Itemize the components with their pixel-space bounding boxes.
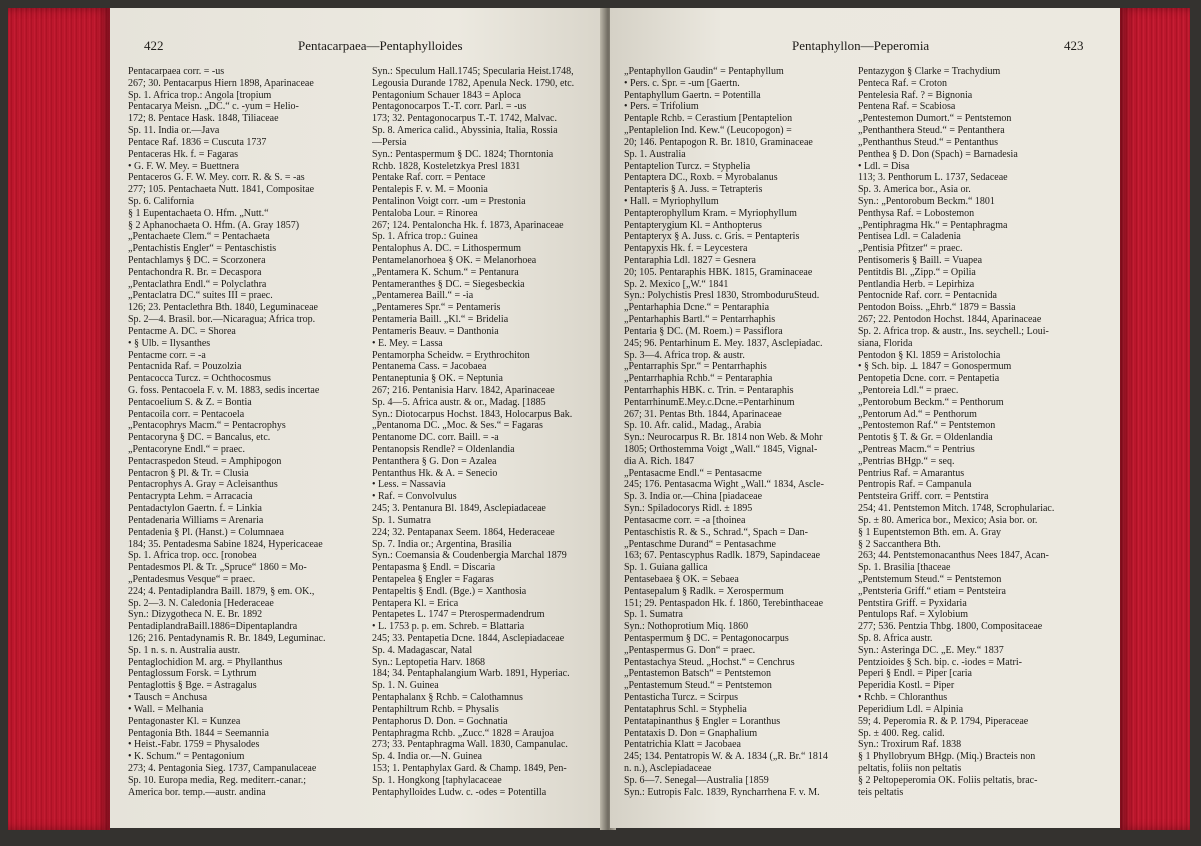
entry-line: 245; 3. Pentanura Bl. 1849, Asclepiadaceae [372, 503, 546, 515]
entry-line: Penthysa Raf. = Lobostemon [858, 207, 975, 219]
entry-line: „Pentrias BHgp.“ = seq. [858, 455, 955, 467]
page-edge-left [8, 8, 110, 830]
entry-line: Pentaple Rchb. = Cerastium [Pentaptelion [624, 113, 793, 125]
entry-line: Pentarrhaphis HBK. c. Trin. = Pentaraphis [624, 384, 794, 396]
entry-line: 163; 67. Pentascyphus Radlk. 1879, Sapindaceae [624, 550, 821, 562]
entry-line: „Pentostemon Raf.“ = Pentstemon [858, 420, 996, 432]
entry-line: „Pentaphyllon Gaudin“ = Pentaphyllum [624, 66, 784, 77]
entry-line: „Pentaplelion Ind. Kew.“ (Leucopogon) = [624, 125, 792, 137]
entry-line: America bor. temp.—austr. andina [128, 786, 266, 798]
entry-line: Pentachlamys § DC. = Scorzonera [128, 255, 266, 266]
entry-line: Sp. 1. N. Guinea [372, 680, 439, 692]
text-column [372, 66, 604, 798]
entry-line: § 2 Peltopeperomia OK. Foliis peltatis, brac- [858, 774, 1038, 786]
entry-line: Syn.: Eutropis Falc. 1839, Ryncharrhena F. v. M. [624, 786, 820, 798]
entry-line: Pentacarpaea corr. = -us [128, 66, 225, 77]
entry-line: Penteca Raf. = Croton [858, 77, 947, 89]
entry-line: Syn.: Polychistis Presl 1830, StromboduruSteud. [624, 290, 820, 302]
entry-line: Sp. 4—5. Africa austr. & or., Madag. [1885 [372, 396, 546, 408]
entry-line: Pentropis Raf. = Campanula [858, 479, 972, 491]
running-title: Pentacarpaea—Pentaphylloides [298, 38, 463, 53]
entry-line: Syn.: Leptopetia Harv. 1868 [372, 656, 485, 668]
entry-line: „Pentacoryne Endl.“ = praec. [128, 444, 245, 455]
entry-line: „Pentaschme Durand“ = Pentasachme [624, 538, 776, 550]
entry-line: Pentaphragma Rchb. „Zucc.“ 1828 = Araujoa [372, 727, 554, 739]
entry-line: „Pentoreia Ldl.“ = praec. [858, 384, 959, 396]
entry-line: Sp. 6—7. Senegal—Australia [1859 [624, 774, 769, 786]
entry-line: Pentacme corr. = -a [128, 349, 206, 361]
entry-line: Pentrius Raf. = Amarantus [858, 467, 965, 479]
entry-line: „Pentaspermus G. Don“ = praec. [624, 644, 756, 656]
entry-line: Pentasebaea § OK. = Sebaea [624, 573, 739, 585]
entry-line: Pentacraspedon Steud. = Amphipogon [128, 455, 282, 467]
entry-line: 1805; Orthostemma Voigt „Wall.“ 1845, Vignal- [624, 444, 818, 455]
text-column [128, 66, 370, 798]
entry-line: Pentaschistis R. & S., Schrad.“, Spach = Dan- [624, 526, 808, 538]
entry-line: Syn.: Nothoprotium Miq. 1860 [624, 621, 749, 633]
entry-line: 254; 41. Pentstemon Mitch. 1748, Scrophulariac. [858, 503, 1055, 515]
entry-line: 273; 33. Pentaphragma Wall. 1830, Campanulac. [372, 739, 568, 751]
entry-line: Pentaphiltrum Rchb. = Physalis [372, 703, 499, 715]
entry-line: Pentaceros G. F. W. Mey. corr. R. & S. = -as [128, 172, 305, 184]
entry-line: Syn.: Troxirum Raf. 1838 [858, 739, 962, 751]
entry-line: Sp. 2. Africa trop. & austr., Ins. seychell.; Loui- [858, 325, 1049, 337]
entry-line: Pentapteryx § A. Juss. c. Gris. = Pentapteris [624, 231, 800, 243]
entry-line: Pentadenia § Pl. (Hanst.) = Columnaea [128, 526, 284, 538]
entry-line: Pentapetes L. 1747 = Pterospermadendrum [372, 609, 545, 621]
entry-line: Pentataxis D. Don = Gnaphalium [624, 727, 758, 739]
entry-line: • G. F. W. Mey. = Buettnera [128, 160, 240, 172]
entry-line: 267; 22. Pentodon Hochst. 1844, Aparinaceae [858, 314, 1042, 326]
entry-line: Sp. 1. Africa trop.: Angola [tropium [128, 89, 272, 101]
entry-line: Pentodon § Kl. 1859 = Aristolochia [858, 349, 1001, 361]
entry-line: • Rchb. = Chloranthus [858, 692, 948, 704]
entry-line: „Penthanthus Steud.“ = Pentanthus [858, 136, 999, 148]
entry-line: „Pentarraphis Spr.“ = Pentarrhaphis [624, 361, 767, 373]
entry-line: Sp. 1. Africa trop.: Guinea [372, 231, 478, 243]
entry-line: Sp. 1 n. s. n. Australia austr. [128, 644, 240, 656]
entry-line: Pentapeltis § Endl. (Bge.) = Xanthosia [372, 585, 527, 597]
entry-line: § 1 Phyllobryum BHgp. (Miq.) Bracteis non [858, 751, 1036, 763]
entry-line: „Pentarrhaphia Rchb.“ = Pentaraphia [624, 373, 773, 385]
entry-line: 245; 96. Pentarhinum E. Mey. 1837, Asclepiadac. [624, 337, 823, 349]
entry-line: • § Sch. bip. ⊥ 1847 = Gonospermum [858, 361, 1012, 373]
entry-line: Pentapterophyllum Kram. = Myriophyllum [624, 207, 797, 219]
entry-line: „Pentarhaphis Bartl.“ = Pentarrhaphis [624, 314, 776, 326]
entry-line: 224; 4. Pentadiplandra Baill. 1879, § em. OK., [128, 585, 315, 597]
entry-line: Pentapelea § Engler = Fagaras [372, 573, 494, 585]
entry-line: Pentake Raf. corr. = Pentace [372, 172, 486, 184]
entry-line: Pentlandia Herb. = Lepirhiza [858, 278, 975, 290]
entry-line: Sp. 1. Sumatra [624, 609, 683, 621]
entry-line: Sp. 8. Africa austr. [858, 633, 933, 644]
entry-line: „Pentamera K. Schum.“ = Pentanura [372, 266, 519, 278]
entry-line: „Pentreas Macm.“ = Pentrius [858, 444, 975, 455]
page-edge-right [1120, 8, 1190, 830]
entry-line: Syn.: Neurocarpus R. Br. 1814 non Web. & Mohr [624, 432, 823, 444]
entry-line: Pentaneptunia § OK. = Neptunia [372, 373, 503, 385]
entry-line: „Pentaclathra Endl.“ = Polyclathra [128, 278, 267, 290]
entry-line: Syn.: Coemansia & Coudenbergia Marchal 1879 [372, 550, 567, 562]
entry-line: „Pentorobum Beckm.“ = Penthorum [858, 396, 1004, 408]
entry-line: n. n.), Asclepiadaceae [624, 762, 712, 774]
entry-line: Sp. 11. India or.—Java [128, 125, 220, 137]
entry-line: • Pers. c. Spr. = -um [Gaertn. [624, 77, 740, 89]
entry-line: 173; 32. Pentagonocarpus T.-T. 1742, Malvac. [372, 113, 557, 125]
entry-line: 267; 30. Pentacarpus Hiern 1898, Aparinaceae [128, 77, 314, 89]
entry-line: Pentataphrus Schl. = Styphelia [624, 703, 747, 715]
entry-line: Pentace Raf. 1836 = Cuscuta 1737 [128, 136, 267, 148]
entry-line: Pentagonia Bth. 1844 = Seemannia [128, 727, 269, 739]
entry-line: Pentanema Cass. = Jacobaea [372, 361, 487, 373]
entry-line: • K. Schum.“ = Pentagonium [128, 751, 245, 763]
entry-line: 245; 134. Pentatropis W. & A. 1834 („R. Br.“ 1814 [624, 751, 828, 763]
entry-line: Pentaglochidion M. arg. = Phyllanthus [128, 656, 283, 668]
page-number: 422 [144, 38, 164, 53]
entry-line: • Pers. = Trifolium [624, 101, 699, 113]
entry-line: „Pentisia Pfitzer“ = praec. [858, 243, 963, 255]
entry-line: Pentacme A. DC. = Shorea [128, 325, 236, 337]
entry-line: „Pentacophrys Macm.“ = Pentacrophys [128, 420, 286, 432]
entry-line: Pentodon Boiss. „Ehrb.“ 1879 = Bassia [858, 302, 1016, 314]
entry-line: Pentasacme corr. = -a [thoinea [624, 514, 746, 526]
entry-line: Pentaphyllum Gaertn. = Potentilla [624, 89, 761, 101]
entry-line: „Pentastemum Steud.“ = Pentstemon [624, 680, 772, 692]
entry-line: Pentachondra R. Br. = Decaspora [128, 266, 262, 278]
entry-line: Pentaria § DC. (M. Roem.) = Passiflora [624, 325, 783, 337]
entry-line: Syn.: Dizygotheca N. E. Br. 1892 [128, 609, 263, 621]
entry-line: Syn.: Spiladocorys Ridl. ± 1895 [624, 503, 753, 515]
entry-line: 20; 105. Pentaraphis HBK. 1815, Graminaceae [624, 266, 813, 278]
entry-line: § 2 Saccanthera Bth. [858, 538, 941, 550]
entry-line: Pentisea Ldl. = Caladenia [858, 231, 961, 243]
entry-line: Pentazygon § Clarke = Trachydium [858, 66, 1001, 77]
entry-line: Pentaglottis § Bge. = Astragalus [128, 680, 257, 692]
entry-line: 245; 176. Pentasacma Wight „Wall.“ 1834, Ascle- [624, 479, 824, 491]
entry-line: „Penthanthera Steud.“ = Pentanthera [858, 125, 1005, 137]
entry-line: Sp. 3. India or.—China [piadaceae [624, 491, 763, 503]
entry-line: „Pentameres Spr.“ = Pentameris [372, 302, 501, 314]
entry-line: Pentamorpha Scheidw. = Erythrochiton [372, 349, 530, 361]
entry-line: § 1 Eupentstemon Bth. em. A. Gray [858, 526, 1002, 538]
entry-line: Pentacrophys A. Gray = Acleisanthus [128, 479, 278, 491]
entry-line: Pentacrypta Lehm. = Arracacia [128, 491, 253, 503]
entry-line: Sp. 4. Madagascar, Natal [372, 644, 473, 656]
entry-line: Sp. ± 400. Reg. calid. [858, 727, 945, 739]
entry-line: Pentasepalum § Radlk. = Xerospermum [624, 585, 784, 597]
entry-line: • Wall. = Melhania [128, 703, 204, 715]
entry-line: Pentanopsis Rendle? = Oldenlandia [372, 444, 515, 455]
entry-line: Sp. 2. Mexico [„W.“ 1841 [624, 278, 729, 290]
entry-line: Pentadenaria Williams = Arenaria [128, 514, 264, 526]
entry-line: 184; 35. Pentadesma Sabine 1824, Hypericaceae [128, 538, 323, 550]
entry-line: Pentapera Kl. = Erica [372, 597, 459, 609]
entry-line: Sp. 2—4. Brasil. bor.—Nicaragua; Africa trop. [128, 314, 316, 326]
entry-line: Sp. 10. Afr. calid., Madag., Arabia [624, 420, 762, 432]
entry-line: Pentapyxis Hk. f. = Leycestera [624, 243, 748, 255]
entry-line: • L. 1753 p. p. em. Schreb. = Blattaria [372, 621, 525, 633]
entry-line: „Pentachaete Clem.“ = Pentachaeta [128, 231, 270, 243]
entry-line: Pentasticha Turcz. = Scirpus [624, 692, 738, 704]
entry-line: Peperi § Endl. = Piper [caria [858, 668, 972, 680]
entry-line: 245; 33. Pentapetia Dcne. 1844, Asclepiadaceae [372, 633, 565, 644]
entry-line: Pentstira Griff. = Pyxidaria [858, 597, 967, 609]
entry-line: Sp. ± 80. America bor., Mexico; Asia bor. or. [858, 514, 1038, 526]
entry-line: Sp. 4. India or.—N. Guinea [372, 751, 482, 763]
entry-line: Pentameris Beauv. = Danthonia [372, 325, 499, 337]
entry-line: Sp. 10. Europa media, Reg. mediterr.-canar.; [128, 774, 307, 786]
entry-line: Pentalepis F. v. M. = Moonia [372, 184, 488, 196]
entry-line: 172; 8. Pentace Hask. 1848, Tiliaceae [128, 113, 279, 125]
entry-line: Pentatapinanthus § Engler = Loranthus [624, 715, 781, 727]
entry-line: Pentulops Raf. = Xylobium [858, 609, 969, 621]
entry-line: • § Ulb. = Ilysanthes [128, 337, 211, 349]
entry-line: 273; 4. Pentagonia Sieg. 1737, Campanulaceae [128, 762, 317, 774]
entry-line: 153; 1. Pentaphylax Gard. & Champ. 1849, Pen- [372, 762, 567, 774]
right-page [610, 8, 1120, 828]
entry-line: • Tausch = Anchusa [128, 692, 208, 704]
entry-line: Pentastachya Steud. „Hochst.“ = Cenchrus [624, 656, 795, 668]
entry-line: Syn.: Pentaspermum § DC. 1824; Thorntonia [372, 148, 554, 160]
entry-line: • Hall. = Myriophyllum [624, 195, 719, 207]
entry-line: Sp. 1. Hongkong [taphylacaceae [372, 774, 502, 786]
text-column [624, 66, 864, 798]
entry-line: Syn.: Speculum Hall.1745; Specularia Heist.1748, [372, 66, 574, 77]
entry-line: „Pentanoma DC. „Moc. & Ses.“ = Fagaras [372, 420, 543, 432]
entry-line: Pentadesmos Pl. & Tr. „Spruce“ 1860 = Mo- [128, 562, 307, 574]
left-page [110, 8, 606, 828]
entry-line: dia A. Rich. 1847 [624, 455, 695, 467]
entry-line: Rchb. 1828, Kosteletzkya Presl 1831 [372, 160, 521, 172]
entry-line: Sp. 2—3. N. Caledonia [Hederaceae [128, 597, 274, 609]
entry-line: Pentaloba Lour. = Rinorea [372, 207, 478, 219]
entry-line: § 1 Eupentachaeta O. Hfm. „Nutt.“ [128, 207, 269, 219]
entry-line: Pentagonaster Kl. = Kunzea [128, 715, 241, 727]
entry-line: Sp. 1. Guiana gallica [624, 562, 708, 574]
entry-line: Pentocnide Raf. corr. = Pentacnida [858, 290, 997, 302]
running-title: Pentaphyllon—Peperomia [792, 38, 930, 53]
entry-line: Sp. 1. Sumatra [372, 514, 431, 526]
entry-line: „Pentsteria Griff.“ etiam = Pentsteira [858, 585, 1006, 597]
entry-line: PentarrhinumE.Mey.c.Dcne.=Pentarhinum [624, 396, 795, 408]
entry-line: „Pentestemon Dumort.“ = Pentstemon [858, 113, 1012, 125]
entry-line: „Pentasacme Endl.“ = Pentasacme [624, 467, 762, 479]
entry-line: Pentisomeris § Baill. = Vuapea [858, 255, 983, 266]
entry-line: Peperidium Ldl. = Alpinia [858, 703, 964, 715]
entry-line: Sp. 7. India or.; Argentina, Brasilia [372, 538, 512, 550]
entry-line: 263; 44. Pentstemonacanthus Nees 1847, Acan- [858, 550, 1049, 562]
entry-line: • Raf. = Convolvulus [372, 491, 457, 503]
entry-line: Pentacocca Turcz. = Ochthocosmus [128, 373, 271, 385]
entry-line: Pentopetia Dcne. corr. = Pentapetia [858, 373, 1000, 385]
entry-line: Pentapterygium Kl. = Anthopterus [624, 219, 762, 231]
entry-line: „Pentachistis Engler“ = Pentaschistis [128, 243, 277, 255]
entry-line: Pentalinon Voigt corr. -um = Prestonia [372, 195, 526, 207]
entry-line: PentadiplandraBaill.1886=Dipentaplandra [128, 621, 298, 633]
entry-line: „Pentarhaphia Dcne.“ = Pentaraphia [624, 302, 770, 314]
entry-line: Pentena Raf. = Scabiosa [858, 101, 956, 113]
entry-line: Pentacnida Raf. = Pouzolzia [128, 361, 242, 373]
entry-line: Pentelesia Raf. ? = Bignonia [858, 89, 973, 101]
entry-line: Sp. 1. Brasilia [thaceae [858, 562, 951, 574]
entry-line: • Ldl. = Disa [858, 160, 910, 172]
entry-line: 267; 216. Pentanisia Harv. 1842, Aparinaceae [372, 384, 555, 396]
entry-line: peltatis, foliis non peltatis [858, 762, 962, 774]
entry-line: Pentanthera § G. Don = Azalea [372, 455, 497, 467]
entry-line: Sp. 6. California [128, 195, 195, 207]
entry-line: Pentacoelium S. & Z. = Bontia [128, 396, 252, 408]
entry-line: 20; 146. Pentapogon R. Br. 1810, Graminaceae [624, 136, 813, 148]
entry-line: 267; 31. Pentas Bth. 1844, Aparinaceae [624, 408, 782, 420]
entry-line: 126; 23. Pentaclethra Bth. 1840, Leguminaceae [128, 302, 318, 314]
entry-line: • E. Mey. = Lassa [372, 337, 443, 349]
entry-line: Pentatrichia Klatt = Jacobaea [624, 739, 741, 751]
entry-line: Pentaptelion Turcz. = Styphelia [624, 160, 751, 172]
entry-line: „Pentaclatra DC.“ suites III = praec. [128, 290, 273, 302]
entry-line: „Pentadesmus Vesque“ = praec. [128, 573, 256, 585]
entry-line: Sp. 8. America calid., Abyssinia, Italia, Rossia [372, 125, 558, 137]
entry-line: Sp. 3. America bor., Asia or. [858, 184, 971, 196]
entry-line: „Pentastemon Batsch“ = Pentstemon [624, 668, 772, 680]
entry-line: 277; 536. Pentzia Thbg. 1800, Compositaceae [858, 621, 1043, 633]
entry-line: Pentaraphia Ldl. 1827 = Gesnera [624, 255, 756, 266]
entry-line: Pentaptera DC., Roxb. = Myrobalanus [624, 172, 778, 184]
entry-line: Pentanthus Hk. & A. = Senecio [372, 467, 498, 479]
entry-line: Pentaphalanx § Rchb. = Calothamnus [372, 692, 523, 704]
entry-line: Pentaphylloides Ludw. c. -odes = Potentilla [372, 786, 547, 798]
entry-line: 224; 32. Pentapanax Seem. 1864, Hederaceae [372, 526, 555, 538]
entry-line: Pentapteris § A. Juss. = Tetrapteris [624, 184, 763, 196]
text-column [858, 66, 1103, 798]
entry-line: 151; 29. Pentaspadon Hk. f. 1860, Terebinthaceae [624, 597, 824, 609]
entry-line: • Less. = Nassavia [372, 479, 446, 491]
entry-line: Sp. 3—4. Africa trop. & austr. [624, 349, 745, 361]
entry-line: Penthea § D. Don (Spach) = Barnadesia [858, 148, 1018, 160]
entry-line: Pentzioides § Sch. bip. c. -iodes = Matri- [858, 656, 1022, 668]
entry-line: Pentaphorus D. Don. = Gochnatia [372, 715, 508, 727]
entry-line: Pentaspermum § DC. = Pentagonocarpus [624, 633, 789, 644]
entry-line: Pentacoila corr. = Pentacoela [128, 408, 245, 420]
page-number: 423 [1064, 38, 1084, 53]
entry-line: 126; 216. Pentadynamis R. Br. 1849, Leguminac. [128, 633, 326, 644]
entry-line: Pentotis § T. & Gr. = Oldenlandia [858, 432, 993, 444]
entry-line: teis peltatis [858, 786, 904, 798]
entry-line: Pentadactylon Gaertn. f. = Linkia [128, 503, 262, 515]
entry-line: 113; 3. Penthorum L. 1737, Sedaceae [858, 172, 1008, 184]
entry-line: —Persia [372, 136, 407, 148]
entry-line: Pentagonium Schauer 1843 = Aploca [372, 89, 521, 101]
entry-line: „Pentamerea Baill.“ = -ia [372, 290, 474, 302]
entry-line: 184; 34. Pentaphalangium Warb. 1891, Hyperiac. [372, 668, 570, 680]
entry-line: 59; 4. Peperomia R. & P. 1794, Piperaceae [858, 715, 1029, 727]
entry-line: Peperidia Kostl. = Piper [858, 680, 955, 692]
entry-line: § 2 Aphanochaeta O. Hfm. (A. Gray 1857) [128, 219, 300, 231]
entry-line: Pentalophus A. DC. = Lithospermum [372, 243, 521, 255]
entry-line: Syn.: „Pentorobum Beckm.“ 1801 [858, 195, 995, 207]
entry-line: 267; 124. Pentaloncha Hk. f. 1873, Aparinaceae [372, 219, 564, 231]
entry-line: Sp. 1. Africa trop. occ. [ronobea [128, 550, 257, 562]
entry-line: Pentacron § Pl. & Tr. = Clusia [128, 467, 249, 479]
entry-line: Pentameria Baill. „Kl.“ = Bridelia [372, 314, 509, 326]
entry-line: „Pentorum Ad.“ = Penthorum [858, 408, 977, 420]
entry-line: Pentsteira Griff. corr. = Pentstira [858, 491, 989, 503]
entry-line: G. foss. Pentacoela F. v. M. 1883, sedis incertae [128, 384, 320, 396]
entry-line: „Pentstemum Steud.“ = Pentstemon [858, 573, 1002, 585]
entry-line: Pentameranthes § DC. = Siegesbeckia [372, 278, 525, 290]
entry-line: Pentitdis Bl. „Zipp.“ = Opilia [858, 266, 976, 278]
entry-line: Pentapasma § Endl. = Discaria [372, 562, 496, 574]
entry-line: Pentaceras Hk. f. = Fagaras [128, 148, 239, 160]
entry-line: 277; 105. Pentachaeta Nutt. 1841, Compositae [128, 184, 315, 196]
entry-line: Pentacarya Meisn. „DC.“ c. -yum = Helio- [128, 101, 299, 113]
entry-line: Pentacoryna § DC. = Bancalus, etc. [128, 432, 271, 444]
entry-line: Syn.: Diotocarpus Hochst. 1843, Holocarpus Bak. [372, 408, 573, 420]
entry-line: Legousia Durande 1782, Apenula Neck. 1790, etc. [372, 77, 575, 89]
entry-line: • Heist.-Fabr. 1759 = Physalodes [128, 739, 260, 751]
entry-line: Pentagonocarpos T.-T. corr. Parl. = -us [372, 101, 527, 113]
entry-line: Pentaglossum Forsk. = Lythrum [128, 668, 257, 680]
entry-line: Sp. 1. Australia [624, 148, 686, 160]
entry-line: siana, Florida [858, 337, 913, 349]
entry-line: „Pentiphragma Hk.“ = Pentaphragma [858, 219, 1008, 231]
entry-line: Pentamelanorhoea § OK. = Melanorhoea [372, 255, 537, 266]
entry-line: Syn.: Asteringa DC. „E. Mey.“ 1837 [858, 644, 1004, 656]
entry-line: Pentanome DC. corr. Baill. = -a [372, 432, 499, 444]
